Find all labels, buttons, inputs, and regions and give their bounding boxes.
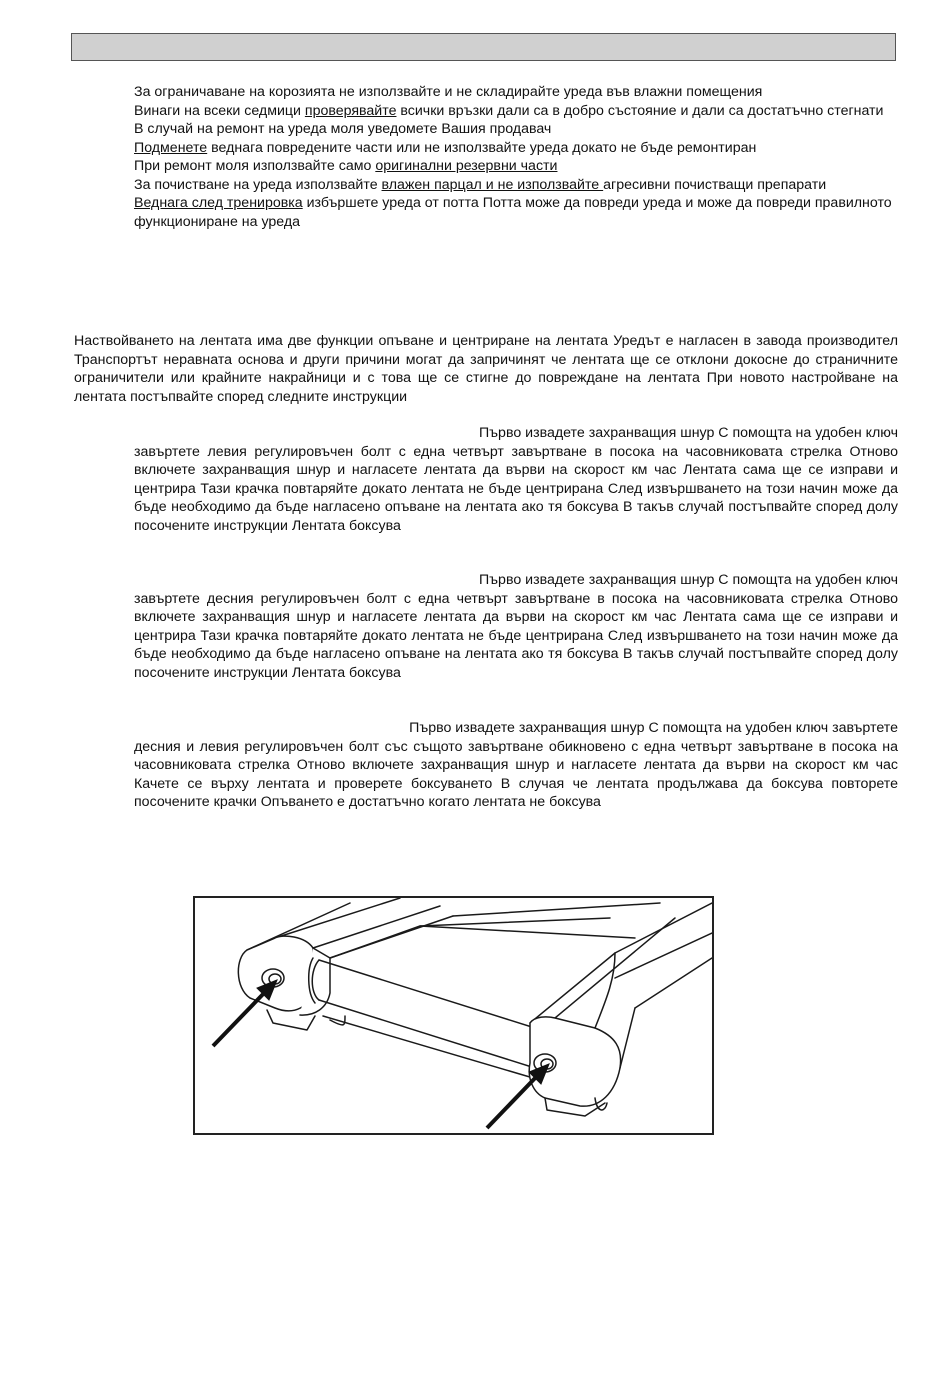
- item-text: агресивни почистващи препарати: [603, 176, 827, 193]
- instruction-body: завъртете левия регулировъчен болт с една четвърт завъртване в посока на часовниковата стрелка Отново включете захранващия шнур и нагласете лентата да върви на скорост км час Лентата сама ще се изправи и центрира Тази крачка повтаряйте докато лентата не бъде центрирана След извършването на този начин може да бъде необходимо да бъде нагласено опъване на лентата ако тя боксува В такъв случай постъпвайте според долу посочените инструкции Лентата боксува: [134, 443, 898, 534]
- underlined-text: проверявайте: [304, 102, 397, 119]
- maintenance-item: [134, 139, 900, 158]
- item-text: избършете уреда от потта Потта може да повреди уреда и може да повреди правилното функциониране на уреда: [134, 195, 892, 230]
- underlined-text: Подменете: [134, 139, 208, 156]
- item-text: всички връзки дали са в добро състояние и дали са достатъчно стегнати: [396, 102, 884, 119]
- roller-top: [319, 960, 535, 1028]
- item-text: За почистване на уреда използвайте: [134, 176, 382, 193]
- instruction-body: десния и левия регулировъчен болт със същото завъртване обикновено с една четвърт завъртване в посока на часовниковата стрелка Отново включете захранващия шнур и нагласете лентата да върви на скорост км час Качете се върху лентата и проверете боксуването В случая че лентата продължава да боксува повторете посочените крачки Опъването е достатъчно когато лентата не боксува: [134, 738, 898, 810]
- underlined-text: оригинални резервни части: [375, 158, 558, 174]
- instruction-first-line: Първо извадете захранващия шнур С помощта на удобен ключ: [478, 425, 898, 441]
- maintenance-item: [134, 83, 900, 102]
- item-text: В случай на ремонт на уреда моля уведомете Вашия продавач: [134, 121, 552, 137]
- instruction-both-bolts: [134, 719, 898, 812]
- instruction-first-line: Първо извадете захранващия шнур С помощта на удобен ключ завъртете: [409, 720, 898, 736]
- instruction-body: завъртете десния регулировъчен болт с една четвърт завъртване в посока на часовниковата стрелка Отново включете захранващия шнур и нагласете лентата да върви на скорост км час Лентата сама ще се изправи и центрира Тази крачка повтаряйте докато лентата не бъде центрирана След извършването на този начин може да бъде необходимо да бъде нагласено опъване на лентата ако тя боксува В такъв случай постъпвайте според долу посочените инструкции Лентата боксува: [134, 590, 898, 681]
- item-text: Винаги на всеки седмици: [134, 102, 305, 119]
- belt-adjustment-intro: [74, 332, 898, 406]
- maintenance-item: [134, 194, 900, 231]
- instruction-left-bolt: [134, 424, 898, 535]
- right-rail-inner-edge: [530, 953, 615, 1023]
- treadmill-drawing: [195, 898, 712, 1133]
- section-header-bar: [71, 33, 896, 61]
- item-text: За ограничаване на корозията не използвайте и не складирайте уреда във влажни помещения: [134, 84, 763, 100]
- underlined-text: Веднага след тренировка: [134, 195, 303, 211]
- maintenance-item: [134, 102, 900, 121]
- item-text: веднага повредените части или не използвайте уреда докато не бъде ремонтиран: [207, 139, 757, 156]
- maintenance-item: [134, 176, 900, 195]
- item-text: При ремонт моля използвайте само: [134, 158, 376, 174]
- roller-bottom: [319, 1000, 535, 1068]
- right-arrow: [487, 1074, 539, 1128]
- instruction-first-line: Първо извадете захранващия шнур С помощта на удобен ключ: [478, 572, 898, 588]
- maintenance-list: [134, 83, 900, 231]
- left-arrow: [213, 990, 267, 1046]
- maintenance-item: [134, 157, 900, 176]
- left-rail-inner-edge: [275, 898, 400, 938]
- instruction-right-bolt: [134, 571, 898, 682]
- intro-paragraph: Наствойването на лентата има две функции опъване и центриране на лентата Уредът е нагласен в завода производител Транспортът неравната основа и други причини могат да запричинят че лентата ще се отклони докосне до страничните ограничители или крайните накрайници и с това ще се стигне до повреждане на лентата При новото настройване на лентата постъпвайте според следните инструкции: [74, 333, 898, 405]
- maintenance-item: [134, 120, 900, 139]
- treadmill-rear-illustration: [193, 896, 714, 1135]
- underlined-text: влажен парцал и не използвайте: [381, 176, 604, 193]
